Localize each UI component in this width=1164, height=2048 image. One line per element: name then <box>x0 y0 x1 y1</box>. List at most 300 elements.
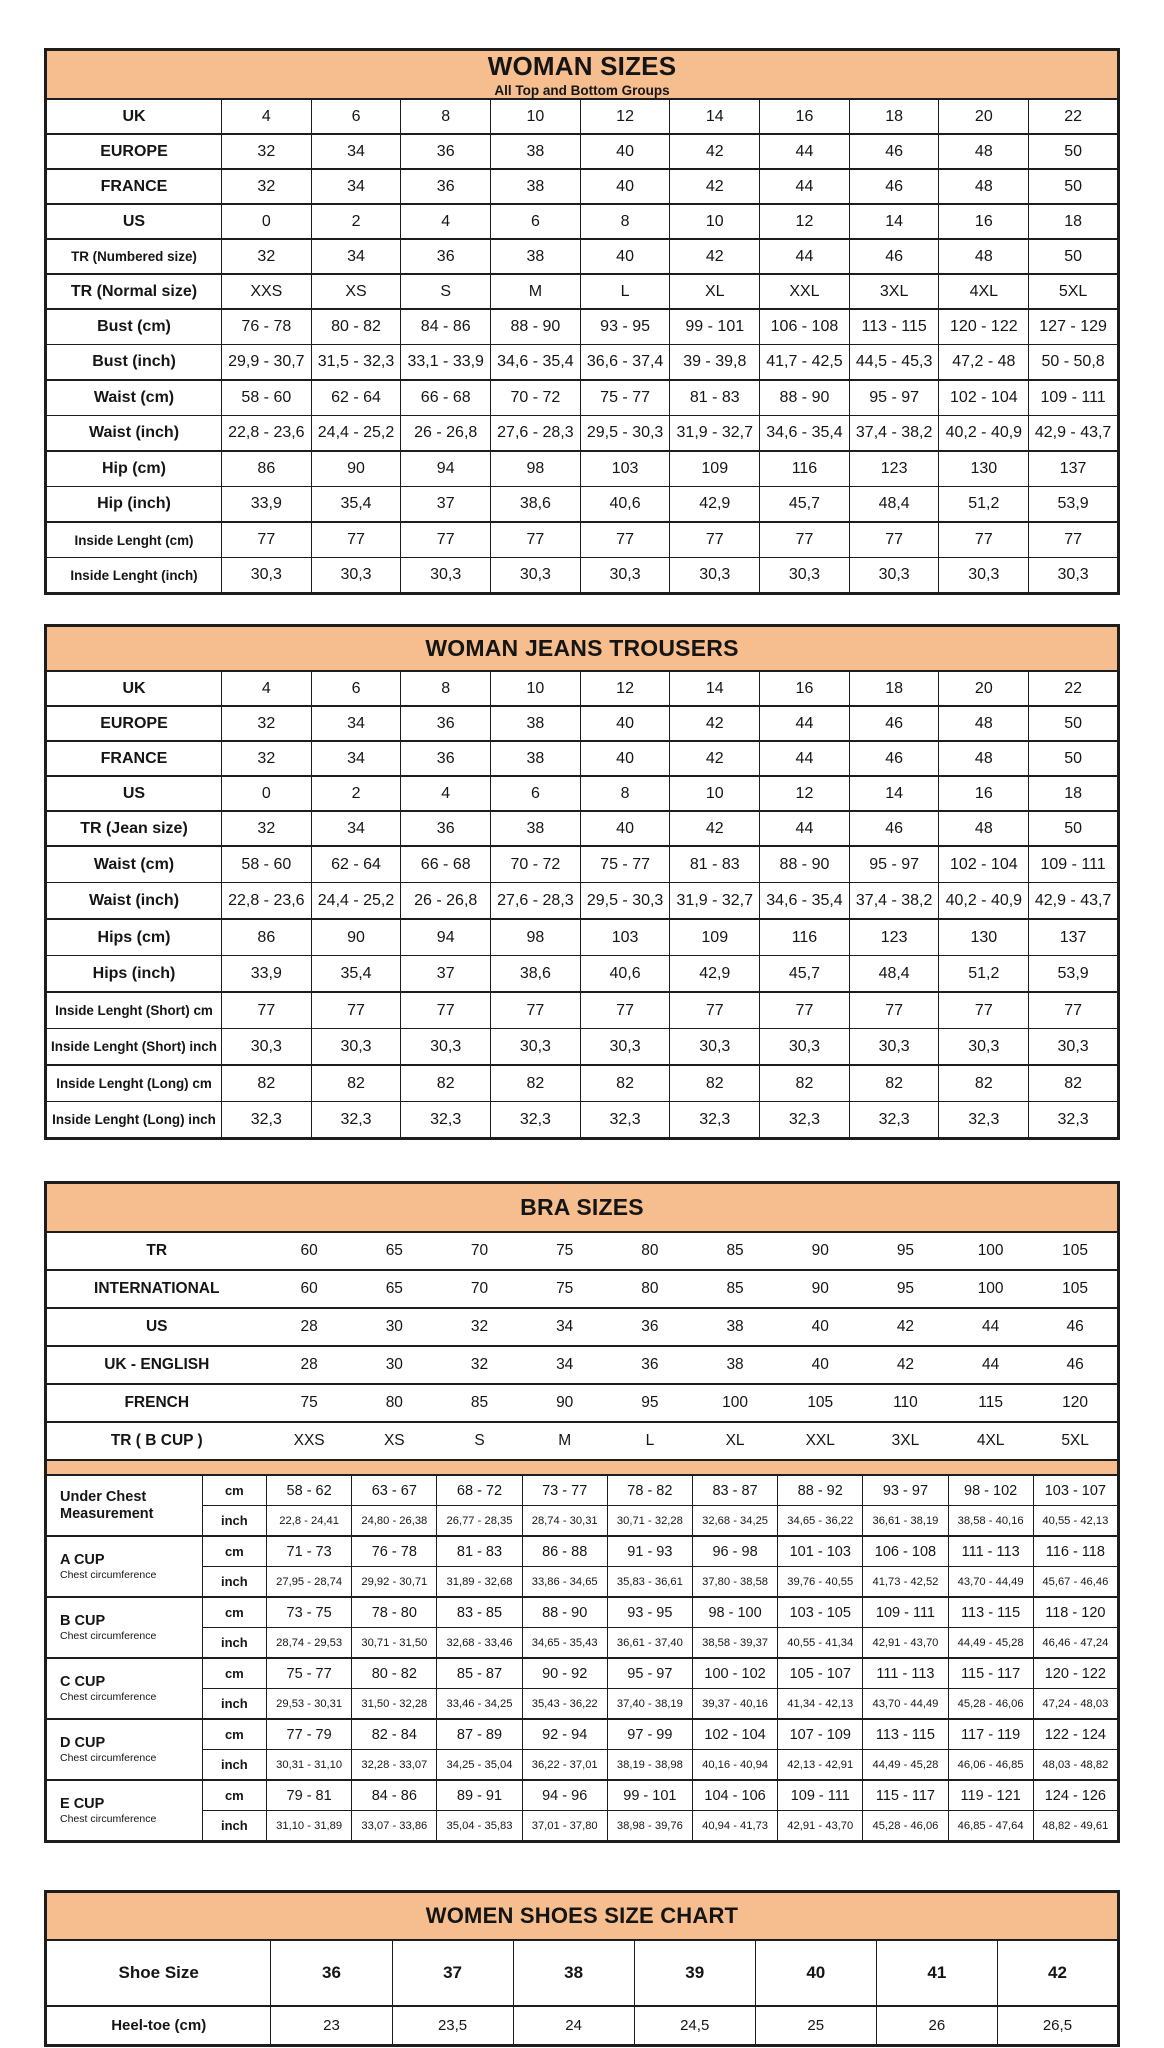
cell: 94 <box>401 451 491 487</box>
cup-row-label <box>46 1536 203 1597</box>
cell: 77 <box>670 992 760 1029</box>
cell: 77 <box>760 522 850 558</box>
cell: 32,3 <box>401 1102 491 1139</box>
cell: 12 <box>760 776 850 811</box>
cell: 38 <box>491 811 581 846</box>
cell: 12 <box>580 99 670 134</box>
cell: 30,3 <box>221 558 311 594</box>
cell: S <box>401 274 491 309</box>
cell: 32,3 <box>670 1102 760 1139</box>
cell: 42 <box>863 1308 948 1346</box>
cell: 38 <box>491 741 581 776</box>
cell: 77 <box>491 992 581 1029</box>
cell: 102 - 104 <box>939 846 1029 883</box>
cell: 77 <box>401 522 491 558</box>
cell: 22,8 - 23,6 <box>221 416 311 452</box>
table-row <box>46 380 1119 416</box>
cell: 86 - 88 <box>522 1536 607 1567</box>
cell: 35,4 <box>311 487 401 523</box>
cell: 137 <box>1029 451 1119 487</box>
cell: 45,28 - 46,06 <box>948 1689 1033 1720</box>
unit-inch-label: inch <box>202 1689 266 1720</box>
cup-row-label <box>46 1597 203 1658</box>
cell: 77 <box>221 522 311 558</box>
cell: 98 <box>491 451 581 487</box>
table-row <box>46 1628 1119 1659</box>
cell: 34,25 - 35,04 <box>437 1750 522 1781</box>
table-row <box>46 1597 1119 1628</box>
cell: 6 <box>491 776 581 811</box>
cell: 36 <box>401 706 491 741</box>
cell: 5XL <box>1033 1422 1118 1460</box>
cell: 36,61 - 38,19 <box>863 1506 948 1537</box>
cell: 44 <box>760 239 850 274</box>
cell: 24,80 - 26,38 <box>352 1506 437 1537</box>
cell: 30,3 <box>491 1029 581 1066</box>
cell: 42,9 <box>670 487 760 523</box>
cell: 26 - 26,8 <box>401 883 491 920</box>
cell: 30,3 <box>311 558 401 594</box>
row-label: Inside Lenght (Short) inch <box>46 1029 222 1066</box>
row-label: INTERNATIONAL <box>46 1270 267 1308</box>
table-row <box>46 1506 1119 1537</box>
cell: 42 <box>670 706 760 741</box>
cell: 30 <box>352 1346 437 1384</box>
table-row <box>46 776 1119 811</box>
cell: 29,92 - 30,71 <box>352 1567 437 1598</box>
cell: 106 - 108 <box>863 1536 948 1567</box>
cell: 77 <box>221 992 311 1029</box>
woman-jeans-title: WOMAN JEANS TROUSERS <box>425 635 739 661</box>
cell: 22,8 - 24,41 <box>267 1506 352 1537</box>
cell: 42 <box>670 741 760 776</box>
cell: 38 <box>692 1308 777 1346</box>
cell: S <box>437 1422 522 1460</box>
cell: 14 <box>670 671 760 706</box>
cell: 37,4 - 38,2 <box>849 883 939 920</box>
cup-row-label <box>46 1780 203 1842</box>
woman-sizes-table <box>44 48 1120 595</box>
cell: 109 - 111 <box>1029 380 1119 416</box>
cell: 88 - 92 <box>778 1475 863 1506</box>
cell: 33,07 - 33,86 <box>352 1811 437 1842</box>
row-label: Inside Lenght (inch) <box>46 558 222 594</box>
cell: 22,8 - 23,6 <box>221 883 311 920</box>
cell: 71 - 73 <box>267 1536 352 1567</box>
cell: 103 <box>580 451 670 487</box>
cell: 10 <box>491 99 581 134</box>
cell: 38,58 - 40,16 <box>948 1506 1033 1537</box>
cell: 93 - 95 <box>580 309 670 345</box>
cell: 34,65 - 36,22 <box>778 1506 863 1537</box>
cell: 32,3 <box>311 1102 401 1139</box>
cell: 32,3 <box>491 1102 581 1139</box>
cell: 38 <box>491 706 581 741</box>
cell: 82 <box>401 1065 491 1102</box>
cell: 119 - 121 <box>948 1780 1033 1811</box>
cell: 90 <box>311 919 401 956</box>
cell: 82 <box>670 1065 760 1102</box>
cell: 42 <box>997 1940 1118 2006</box>
cell: 30,3 <box>1029 1029 1119 1066</box>
cell: 34 <box>311 169 401 204</box>
cell: 5XL <box>1029 274 1119 309</box>
cell: 77 <box>1029 992 1119 1029</box>
cell: 47,2 - 48 <box>939 345 1029 381</box>
woman-sizes-header-band <box>46 50 1119 100</box>
cell: 44,5 - 45,3 <box>849 345 939 381</box>
cell: 42,91 - 43,70 <box>863 1628 948 1659</box>
cell: 37 <box>401 956 491 993</box>
cell: 84 - 86 <box>352 1780 437 1811</box>
cell: 111 - 113 <box>863 1658 948 1689</box>
cell: 36,6 - 37,4 <box>580 345 670 381</box>
row-label: Waist (cm) <box>46 380 222 416</box>
cell: 41,73 - 42,52 <box>863 1567 948 1598</box>
cell: 38 <box>513 1940 634 2006</box>
table-row <box>46 1346 1119 1384</box>
row-label: Hips (inch) <box>46 956 222 993</box>
cell: 80 <box>607 1270 692 1308</box>
cell: 105 <box>1033 1232 1118 1270</box>
cell: XL <box>670 274 760 309</box>
cell: 81 - 83 <box>670 846 760 883</box>
cell: 0 <box>221 204 311 239</box>
cell: 16 <box>760 671 850 706</box>
cell: 73 - 75 <box>267 1597 352 1628</box>
cell: M <box>491 274 581 309</box>
table-row <box>46 1811 1119 1842</box>
cell: 42,9 - 43,7 <box>1029 883 1119 920</box>
row-label: FRENCH <box>46 1384 267 1422</box>
cell: 12 <box>760 204 850 239</box>
cell: 77 <box>760 992 850 1029</box>
cell: 66 - 68 <box>401 846 491 883</box>
cell: 30,3 <box>580 1029 670 1066</box>
table-row <box>46 1384 1119 1422</box>
cell: 91 - 93 <box>607 1536 692 1567</box>
cell: 4XL <box>939 274 1029 309</box>
cell: 96 - 98 <box>692 1536 777 1567</box>
table-row <box>46 671 1119 706</box>
cell: 30,3 <box>1029 558 1119 594</box>
cell: 90 <box>778 1232 863 1270</box>
table-row <box>46 558 1119 594</box>
cell: 82 <box>849 1065 939 1102</box>
row-label: Inside Lenght (cm) <box>46 522 222 558</box>
cell: 116 - 118 <box>1033 1536 1118 1567</box>
cell: 14 <box>849 204 939 239</box>
cell: 109 <box>670 919 760 956</box>
cell: 32,3 <box>760 1102 850 1139</box>
cell: 23,5 <box>392 2006 513 2046</box>
cell: XXL <box>760 274 850 309</box>
cell: 30,3 <box>849 1029 939 1066</box>
cell: 40,2 - 40,9 <box>939 416 1029 452</box>
cell: 44,49 - 45,28 <box>948 1628 1033 1659</box>
cell: 32 <box>221 811 311 846</box>
unit-cm-label: cm <box>202 1658 266 1689</box>
table-row <box>46 309 1119 345</box>
cell: 40,55 - 41,34 <box>778 1628 863 1659</box>
cell: 127 - 129 <box>1029 309 1119 345</box>
cell: 40,6 <box>580 956 670 993</box>
cell: 58 - 62 <box>267 1475 352 1506</box>
cell: 76 - 78 <box>352 1536 437 1567</box>
cell: 66 - 68 <box>401 380 491 416</box>
cell: 30,3 <box>311 1029 401 1066</box>
cell: 80 - 82 <box>352 1658 437 1689</box>
cell: 50 <box>1029 706 1119 741</box>
cell: 48 <box>939 706 1029 741</box>
cell: 37,01 - 37,80 <box>522 1811 607 1842</box>
cell: 32,3 <box>580 1102 670 1139</box>
woman-sizes-title: WOMAN SIZES <box>487 51 677 81</box>
cell: 85 <box>692 1232 777 1270</box>
cell: 39,37 - 40,16 <box>692 1689 777 1720</box>
table-row <box>46 239 1119 274</box>
cell: 100 <box>692 1384 777 1422</box>
cell: 130 <box>939 451 1029 487</box>
cell: 34 <box>311 134 401 169</box>
cup-row-label <box>46 1658 203 1719</box>
cell: 34,65 - 35,43 <box>522 1628 607 1659</box>
cell: 30,3 <box>401 1029 491 1066</box>
cell: 33,1 - 33,9 <box>401 345 491 381</box>
cell: 46,06 - 46,85 <box>948 1750 1033 1781</box>
shoes-header-band <box>46 1892 1119 1941</box>
cell: 20 <box>939 671 1029 706</box>
shoes-table-container <box>44 1890 1120 2047</box>
cell: 109 <box>670 451 760 487</box>
table-row <box>46 1940 1119 2006</box>
cell: 30 <box>352 1308 437 1346</box>
cell: 30,3 <box>670 558 760 594</box>
cell: 103 - 105 <box>778 1597 863 1628</box>
cell: 95 - 97 <box>607 1658 692 1689</box>
row-label: Waist (inch) <box>46 883 222 920</box>
cell: 44 <box>760 741 850 776</box>
cell: 42 <box>670 169 760 204</box>
cell: 32 <box>437 1308 522 1346</box>
cell: 58 - 60 <box>221 380 311 416</box>
table-row <box>46 1536 1119 1567</box>
cell: 82 <box>221 1065 311 1102</box>
cup-name: D CUP <box>60 1734 106 1751</box>
table-row <box>46 919 1119 956</box>
cell: 84 - 86 <box>401 309 491 345</box>
cell: 8 <box>401 99 491 134</box>
cell: 34 <box>311 706 401 741</box>
row-label: TR ( B CUP ) <box>46 1422 267 1460</box>
cell: 18 <box>849 99 939 134</box>
table-row <box>46 1689 1119 1720</box>
row-label: Inside Lenght (Long) inch <box>46 1102 222 1139</box>
cell: 62 - 64 <box>311 380 401 416</box>
cell: 98 - 100 <box>692 1597 777 1628</box>
cell: 48 <box>939 811 1029 846</box>
cell: 29,5 - 30,3 <box>580 883 670 920</box>
cell: 110 <box>863 1384 948 1422</box>
cell: 116 <box>760 451 850 487</box>
cell: 75 <box>522 1270 607 1308</box>
cell: 118 - 120 <box>1033 1597 1118 1628</box>
cell: 100 <box>948 1270 1033 1308</box>
cell: 51,2 <box>939 956 1029 993</box>
cell: 53,9 <box>1029 487 1119 523</box>
cell: 31,9 - 32,7 <box>670 883 760 920</box>
row-label: Bust (cm) <box>46 309 222 345</box>
cell: 116 <box>760 919 850 956</box>
row-label: US <box>46 204 222 239</box>
cell: 48,4 <box>849 956 939 993</box>
cell: 82 <box>311 1065 401 1102</box>
row-label: Hips (cm) <box>46 919 222 956</box>
row-label: EUROPE <box>46 134 222 169</box>
row-label: TR (Normal size) <box>46 274 222 309</box>
cell: 111 - 113 <box>948 1536 1033 1567</box>
cell: 50 <box>1029 741 1119 776</box>
cell: 77 <box>311 992 401 1029</box>
cell: 37,40 - 38,19 <box>607 1689 692 1720</box>
cup-subname: Chest circumference <box>60 1691 157 1704</box>
cell: 75 <box>522 1232 607 1270</box>
cell: 65 <box>352 1232 437 1270</box>
cell: 34 <box>311 811 401 846</box>
cell: 42 <box>670 134 760 169</box>
cell: 90 <box>311 451 401 487</box>
table-row <box>46 169 1119 204</box>
row-label: US <box>46 1308 267 1346</box>
cell: 83 - 85 <box>437 1597 522 1628</box>
cup-subname: Chest circumference <box>60 1813 157 1826</box>
cell: XL <box>692 1422 777 1460</box>
cell: 34 <box>522 1308 607 1346</box>
cell: 90 - 92 <box>522 1658 607 1689</box>
cell: 26,77 - 28,35 <box>437 1506 522 1537</box>
cell: 77 - 79 <box>267 1719 352 1750</box>
cell: 3XL <box>849 274 939 309</box>
cell: 23 <box>271 2006 392 2046</box>
cell: 77 <box>849 992 939 1029</box>
cell: 38,19 - 38,98 <box>607 1750 692 1781</box>
cell: 42 <box>863 1346 948 1384</box>
cell: 40,6 <box>580 487 670 523</box>
row-label: UK <box>46 99 222 134</box>
cell: 10 <box>670 776 760 811</box>
cell: 44 <box>760 169 850 204</box>
cell: 85 <box>692 1270 777 1308</box>
unit-cm-label: cm <box>202 1536 266 1567</box>
unit-inch-label: inch <box>202 1506 266 1537</box>
table-row <box>46 1422 1119 1460</box>
cell: 4 <box>221 671 311 706</box>
cell: 102 - 104 <box>692 1719 777 1750</box>
cell: 97 - 99 <box>607 1719 692 1750</box>
cell: 36 <box>607 1346 692 1384</box>
cup-subname: Chest circumference <box>60 1569 157 1582</box>
cell: 77 <box>849 522 939 558</box>
cell: 95 <box>863 1232 948 1270</box>
row-label: EUROPE <box>46 706 222 741</box>
cup-name: E CUP <box>60 1795 105 1812</box>
cell: 82 <box>939 1065 1029 1102</box>
cell: 38,6 <box>491 487 581 523</box>
cell: 34,6 - 35,4 <box>760 416 850 452</box>
row-label: Hip (inch) <box>46 487 222 523</box>
cell: 32,3 <box>1029 1102 1119 1139</box>
cell: 10 <box>670 204 760 239</box>
cell: 40 <box>778 1308 863 1346</box>
cell: 32 <box>221 134 311 169</box>
cell: 38 <box>692 1346 777 1384</box>
cell: 42,9 - 43,7 <box>1029 416 1119 452</box>
table-row <box>46 1029 1119 1066</box>
cell: 10 <box>491 671 581 706</box>
cell: 58 - 60 <box>221 846 311 883</box>
cell: 46,85 - 47,64 <box>948 1811 1033 1842</box>
cell: 4 <box>221 99 311 134</box>
cell: 31,9 - 32,7 <box>670 416 760 452</box>
table-row <box>46 846 1119 883</box>
cell: 95 - 97 <box>849 846 939 883</box>
row-label: Inside Lenght (Short) cm <box>46 992 222 1029</box>
cup-row-label <box>46 1475 203 1536</box>
table-row <box>46 706 1119 741</box>
cell: 34 <box>522 1346 607 1384</box>
cell: 30,3 <box>401 558 491 594</box>
cell: 45,67 - 46,46 <box>1033 1567 1118 1598</box>
cell: 88 - 90 <box>491 309 581 345</box>
row-label: UK - ENGLISH <box>46 1346 267 1384</box>
cell: 68 - 72 <box>437 1475 522 1506</box>
cell: 95 - 97 <box>849 380 939 416</box>
cell: 92 - 94 <box>522 1719 607 1750</box>
table-row <box>46 1475 1119 1506</box>
cell: 103 - 107 <box>1033 1475 1118 1506</box>
cell: 124 - 126 <box>1033 1780 1118 1811</box>
cell: 90 <box>778 1270 863 1308</box>
cell: 78 - 80 <box>352 1597 437 1628</box>
cell: 50 - 50,8 <box>1029 345 1119 381</box>
cell: 50 <box>1029 169 1119 204</box>
cell: 27,6 - 28,3 <box>491 883 581 920</box>
cell: 99 - 101 <box>607 1780 692 1811</box>
cell: 36 <box>607 1308 692 1346</box>
cell: 83 - 87 <box>692 1475 777 1506</box>
cell: 60 <box>267 1232 352 1270</box>
table-row <box>46 741 1119 776</box>
cell: 35,43 - 36,22 <box>522 1689 607 1720</box>
row-label: TR (Numbered size) <box>46 239 222 274</box>
bra-divider-band <box>46 1460 1119 1475</box>
cup-name: C CUP <box>60 1673 106 1690</box>
cell: 113 - 115 <box>948 1597 1033 1628</box>
cell: 105 <box>778 1384 863 1422</box>
table-row <box>46 451 1119 487</box>
cell: 14 <box>849 776 939 811</box>
cell: 82 <box>491 1065 581 1102</box>
cell: 36 <box>401 741 491 776</box>
cell: 38 <box>491 239 581 274</box>
cell: 85 - 87 <box>437 1658 522 1689</box>
cell: 60 <box>267 1270 352 1308</box>
cell: 75 - 77 <box>267 1658 352 1689</box>
cell: 48 <box>939 169 1029 204</box>
cell: 79 - 81 <box>267 1780 352 1811</box>
cell: 37 <box>392 1940 513 2006</box>
woman-sizes-subtitle: All Top and Bottom Groups <box>494 83 670 98</box>
